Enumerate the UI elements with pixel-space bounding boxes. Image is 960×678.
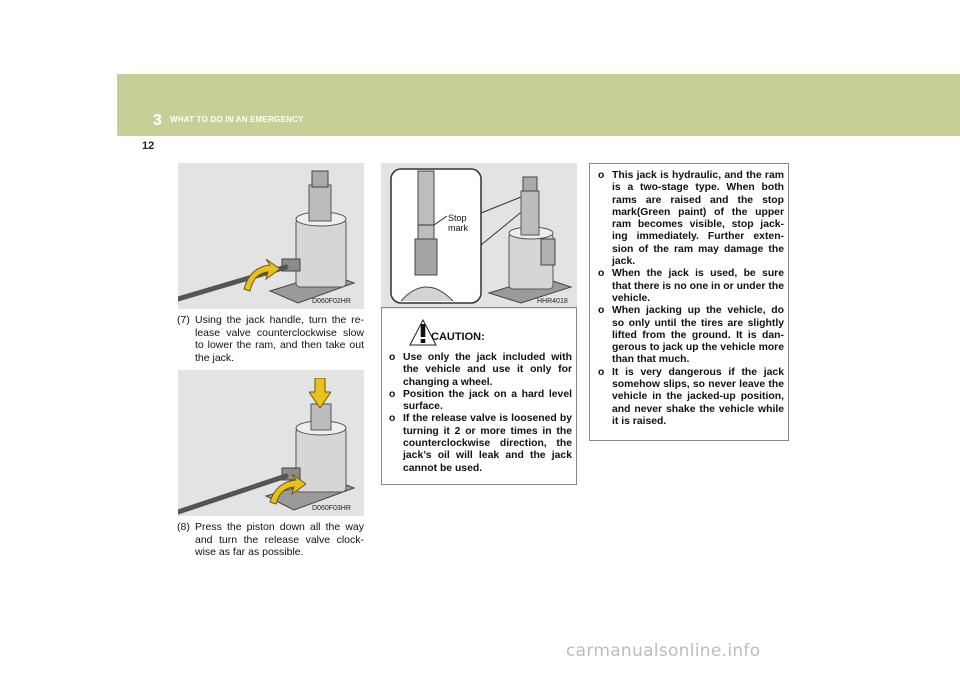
rotation-arrow-icon [266, 474, 306, 510]
figure-code: D060F02HR [312, 298, 351, 305]
bullet-glyph: o [598, 305, 605, 317]
rotation-arrow-icon [240, 259, 280, 299]
list-item [389, 352, 572, 389]
step-text: Press the piston down all the way and turn the release valve clock-wise as far as possible. [195, 521, 364, 559]
step-number: (8) [177, 521, 190, 533]
bullet-glyph: o [598, 366, 605, 378]
caution-list [389, 352, 572, 475]
list-item [389, 413, 572, 474]
bullet-glyph: o [598, 268, 605, 280]
stop-mark-label [448, 213, 484, 233]
list-item [598, 268, 784, 305]
note-item-text: This jack is hydraulic, and the ram is a two-stage type. When both rams are raised and the stop mark(Green paint) of the upper ram becomes visible, stop jack-ing immediately. Further exten-sion of the ram may damage the jack. [612, 170, 784, 268]
down-arrow-icon [309, 378, 331, 408]
list-item [598, 367, 784, 428]
bullet-glyph: o [598, 170, 605, 181]
stop-mark-illustration [381, 163, 577, 309]
note-item-text: It is very dangerous if the jack somehow slips, so never leave the vehicle in the jacked-up position, and never shake the vehicle while it is raised. [612, 366, 784, 427]
bullet-glyph: o [389, 413, 396, 425]
list-item [389, 389, 572, 414]
step-7 [177, 314, 364, 364]
figure-jack-press-piston [178, 370, 364, 516]
stop-mark-text: Stop mark [448, 213, 468, 233]
caution-item-text: If the release valve is loosened by turning it 2 or more times in the counterclockwise direction, the jack’s oil will leak and the jack cannot be used. [403, 413, 572, 474]
bullet-glyph: o [389, 388, 396, 400]
note-item-text: When jacking up the vehicle, do so only until the tires are slightly lifted from the ground. It is dan-gerous to jack up the vehicle more than that much. [612, 305, 784, 366]
figure-code: D060F03HR [312, 505, 351, 512]
chapter-title: WHAT TO DO IN AN EMERGENCY [170, 115, 304, 124]
list-item [598, 170, 784, 268]
step-number: (7) [177, 314, 190, 326]
header-band [117, 74, 960, 136]
page-number: 12 [142, 140, 155, 152]
step-8 [177, 521, 364, 559]
bullet-glyph: o [389, 352, 396, 363]
caution-item-text: Position the jack on a hard level surface. [403, 388, 572, 413]
figure-jack-release-valve [178, 163, 364, 309]
figure-stop-mark [381, 163, 577, 309]
caution-heading: CAUTION: [431, 331, 485, 343]
note-item-text: When the jack is used, be sure that there is no one in or under the vehicle. [612, 268, 784, 304]
figure-code: HHR4018 [537, 298, 568, 305]
chapter-number: 3 [153, 112, 162, 129]
watermark: carmanualsonline.info [566, 641, 761, 661]
caution-box [381, 307, 577, 485]
caution-item-text: Use only the jack included with the vehicle and use it only for changing a wheel. [403, 352, 572, 388]
step-text: Using the jack handle, turn the re-lease valve counterclockwise slow to lower the ram, and then take out the jack. [195, 314, 364, 364]
notes-box [589, 163, 789, 441]
notes-list [598, 170, 784, 428]
list-item [598, 305, 784, 366]
